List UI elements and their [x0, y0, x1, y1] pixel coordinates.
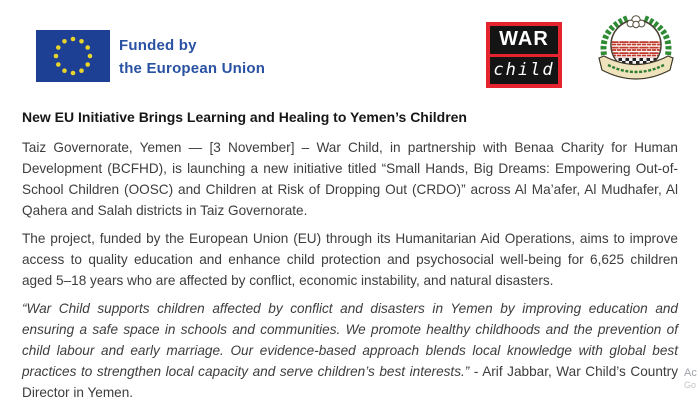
eu-flag-icon — [36, 30, 110, 82]
activate-windows-watermark-fragment — [684, 367, 697, 391]
war-child-logo-war-text: WAR — [490, 26, 558, 57]
masthead — [0, 0, 700, 92]
paragraph-quote — [22, 298, 678, 403]
eu-funding-statement — [119, 34, 265, 80]
war-child-logo-child-text: child — [493, 60, 555, 81]
war-child-logo-inner — [490, 26, 558, 84]
article-heading: New EU Initiative Brings Learning and Healing to Yemen’s Children — [22, 109, 467, 125]
paragraph-project-details: The project, funded by the European Union (EU) through its Humanitarian Aid Operations, aims to improve access to quality education and enhance child protection and psychosocial well-being for 6,625 children aged 5–18 years who are affected by conflict, economic instability, and natural disasters. — [22, 231, 678, 288]
eu-funding-line2: the European Union — [119, 60, 266, 77]
bcfhd-emblem-icon — [594, 12, 678, 92]
watermark-line2: Go — [684, 380, 697, 390]
quote-text: “War Child supports children affected by conflict and disasters in Yemen by improving education and ensuring a safe space in schools and communities. We promote healthy childhoods and the prevention of child labour and early marriage. Our evidence-based approach blends local knowledge with global best practices to strengthen local capacity and serve children’s best interests.” — [22, 301, 678, 379]
watermark-line1: Ac — [684, 367, 697, 379]
war-child-logo — [486, 22, 562, 88]
quote-attribution: - Arif Jabbar, War Child’s Country Director in Yemen. — [22, 364, 678, 400]
article-body — [0, 108, 700, 403]
eu-funding-line1: Funded by — [119, 37, 197, 54]
paragraph-announcement: Taiz Governorate, Yemen — [3 November] – War Child, in partnership with Benaa Charity for Human Development (BCFHD), is launching a new initiative titled “Small Hands, Big Dreams: Empowering Out-of-School Children (OOSC) and Children at Risk of Dropping Out (CRDO)” across Al Ma’afer, Al Mudhafer, Al Qahera and Salah districts in Taiz Governorate. — [22, 140, 678, 218]
